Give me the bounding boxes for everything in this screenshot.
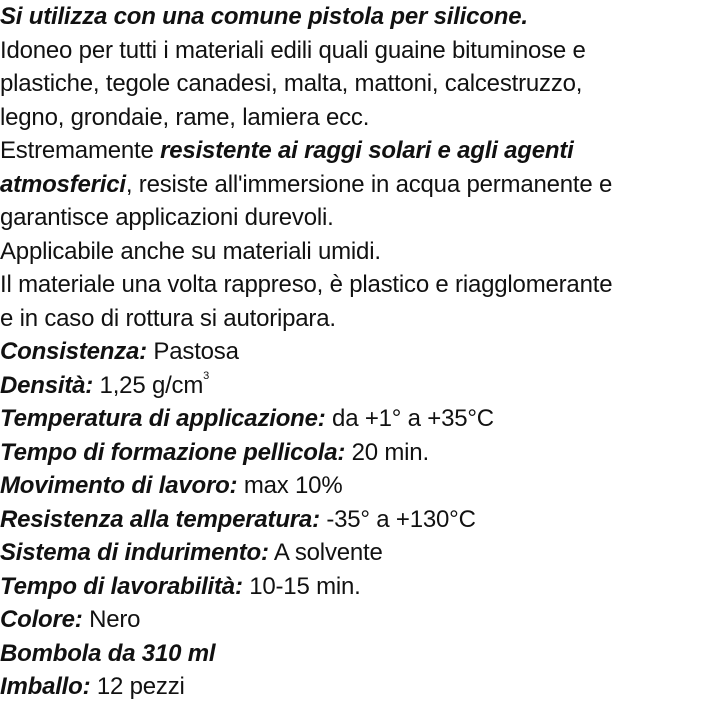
para2-emphasis-1: resistente ai raggi solari e agli agenti — [160, 137, 574, 164]
para2-line1 — [0, 134, 726, 168]
spec-bombola — [0, 637, 726, 671]
spec-value: 12 pezzi — [90, 673, 185, 700]
spec-superscript: 3 — [203, 369, 210, 382]
spec-value: max 10% — [237, 472, 343, 499]
spec-value: 1,25 g/cm — [93, 371, 204, 399]
para4-line2: e in caso di rottura si autoripara. — [0, 304, 336, 332]
para2-emphasis-2: atmosferici — [0, 170, 126, 198]
spec-label: Temperatura di applicazione: — [0, 405, 326, 432]
spec-label: Consistenza: — [0, 338, 147, 365]
spec-colore — [0, 603, 726, 637]
spec-label: Movimento di lavoro: — [0, 472, 238, 499]
spec-movimento — [0, 469, 726, 503]
spec-label: Sistema di indurimento: — [0, 539, 269, 566]
spec-lavorabilita — [0, 570, 726, 604]
para2-prefix: Estremamente — [0, 137, 161, 164]
para1-line3: legno, grondaie, rame, lamiera ecc. — [0, 103, 370, 131]
para2-line2 — [0, 168, 726, 202]
para3: Applicabile anche su materiali umidi. — [0, 237, 381, 265]
spec-resistenza-temperatura — [0, 503, 726, 537]
spec-label: Colore: — [0, 606, 83, 633]
spec-label: Tempo di lavorabilità: — [0, 572, 243, 600]
para4-line1: Il materiale una volta rappreso, è plastico e riagglomerante — [0, 271, 613, 298]
para1-line2: plastiche, tegole canadesi, malta, mattoni, calcestruzzo, — [0, 70, 583, 97]
para1-line1: Idoneo per tutti i materiali edili quali guaine bituminose e — [0, 36, 586, 64]
spec-densita — [0, 369, 726, 403]
spec-value: Nero — [82, 606, 141, 633]
spec-imballo — [0, 670, 726, 704]
spec-label: Bombola da 310 ml — [0, 639, 216, 667]
spec-label: Resistenza alla temperatura: — [0, 505, 320, 533]
spec-consistenza — [0, 335, 726, 369]
para2-line3: garantisce applicazioni durevoli. — [0, 204, 334, 231]
spec-value: 10-15 min. — [242, 572, 361, 600]
spec-value: 20 min. — [345, 438, 429, 466]
spec-label: Imballo: — [0, 673, 91, 700]
spec-label: Densità: — [0, 371, 94, 399]
spec-tempo-pellicola — [0, 436, 726, 470]
spec-value: -35° a +130°C — [319, 505, 476, 533]
spec-value: da +1° a +35°C — [325, 405, 494, 432]
spec-sistema-indurimento — [0, 536, 726, 570]
spec-label: Tempo di formazione pellicola: — [0, 438, 346, 466]
spec-value: A solvente — [268, 539, 383, 566]
para2-suffix: , resiste all'immersione in acqua permanente e — [125, 170, 613, 198]
spec-value: Pastosa — [146, 338, 239, 365]
headline: Si utilizza con una comune pistola per silicone. — [0, 3, 528, 30]
spec-temperatura-applicazione — [0, 402, 726, 436]
